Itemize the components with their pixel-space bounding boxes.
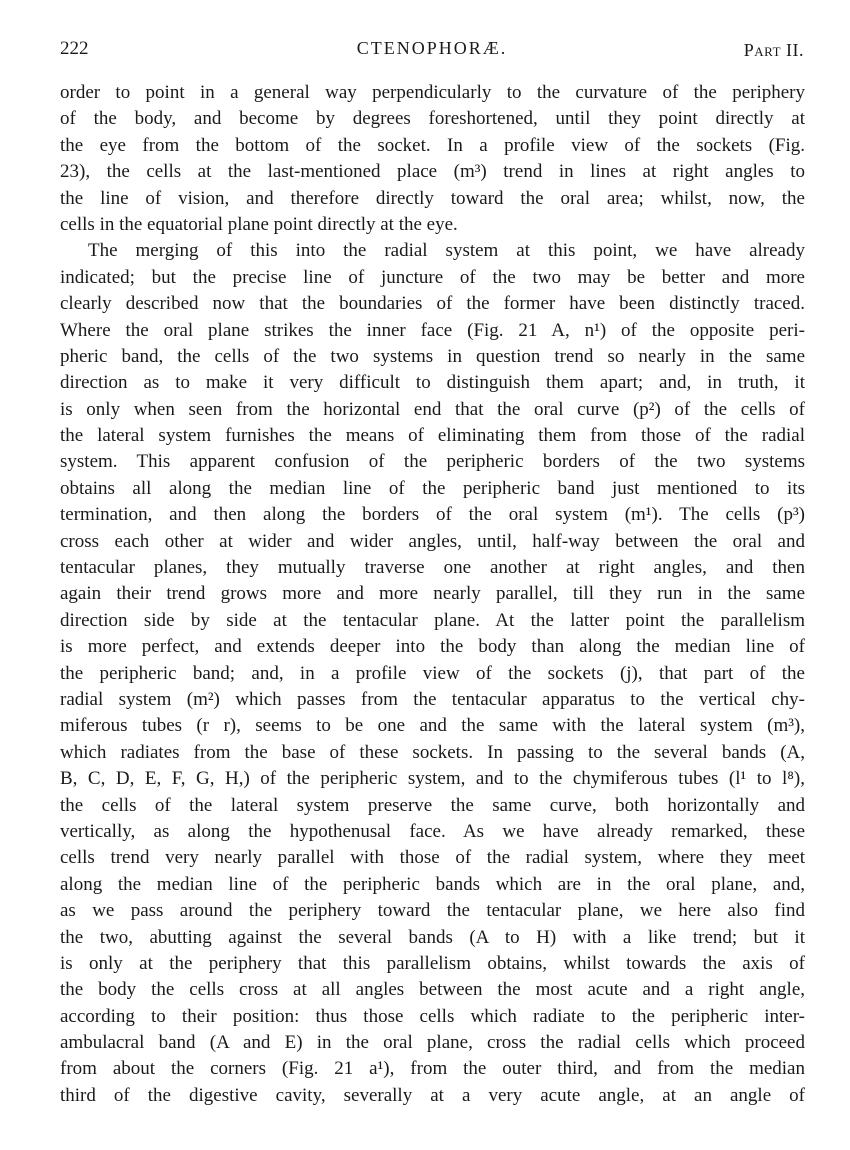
text-line: is only when seen from the horizontal end that the oral curve (p²) of the cells of: [60, 398, 805, 420]
paragraph-start-line: The merging of this into the radial system at this point, we have already: [88, 240, 805, 262]
text-line: the peripheric band; and, in a profile view of the sockets (j), that part of the: [60, 662, 805, 684]
text-line: of the body, and become by degrees foreshortened, until they point directly at: [60, 108, 805, 130]
text-line: along the median line of the peripheric bands which are in the oral plane, and,: [60, 873, 805, 895]
page-number: 222: [60, 38, 89, 59]
text-line: cells trend very nearly parallel with those of the radial system, where they meet: [60, 847, 805, 869]
text-line: obtains all along the median line of the peripheric band just mentioned to its: [60, 477, 805, 499]
text-line: cells in the equatorial plane point directly at the eye.: [60, 213, 458, 235]
text-line: tentacular planes, they mutually traverse one another at right angles, and then: [60, 557, 805, 579]
text-line: vertically, as along the hypothenusal face. As we have already remarked, these: [60, 820, 805, 842]
text-line: which radiates from the base of these sockets. In passing to the several bands (A,: [60, 741, 805, 763]
text-line: from about the corners (Fig. 21 a¹), from the outer third, and from the median: [60, 1058, 805, 1080]
text-line: the two, abutting against the several bands (A to H) with a like trend; but it: [60, 926, 805, 948]
text-line: 23), the cells at the last-mentioned place (m³) trend in lines at right angles to: [60, 161, 805, 183]
text-line: order to point in a general way perpendicularly to the curvature of the periphery: [60, 82, 805, 103]
text-line: cross each other at wider and wider angles, until, half-way between the oral and: [60, 530, 805, 552]
text-line: again their trend grows more and more nearly parallel, till they run in the same: [60, 583, 805, 605]
body-text: [60, 80, 805, 1109]
text-line: third of the digestive cavity, severally at a very acute angle, at an angle of: [60, 1084, 805, 1106]
text-line: miferous tubes (r r), seems to be one and the same with the lateral system (m³),: [60, 715, 805, 737]
text-line: the lateral system furnishes the means of eliminating them from those of the radial: [60, 425, 805, 447]
text-line: the cells of the lateral system preserve the same curve, both horizontally and: [60, 794, 805, 816]
text-line: is only at the periphery that this parallelism obtains, whilst towards the axis of: [60, 952, 805, 974]
text-line: system. This apparent confusion of the peripheric borders of the two systems: [60, 451, 805, 473]
page-header: [60, 38, 804, 62]
text-line: according to their position: thus those cells which radiate to the peripheric inter-: [60, 1005, 805, 1027]
text-line: clearly described now that the boundaries of the former have been distinctly traced.: [60, 293, 805, 315]
text-line: direction as to make it very difficult to distinguish them apart; and, in truth, it: [60, 372, 805, 394]
text-line: indicated; but the precise line of juncture of the two may be better and more: [60, 266, 805, 288]
text-line: Where the oral plane strikes the inner face (Fig. 21 A, n¹) of the opposite peri-: [60, 319, 805, 341]
text-line: the line of vision, and therefore directly toward the oral area; whilst, now, the: [60, 187, 805, 209]
running-title: CTENOPHORÆ.: [356, 38, 508, 58]
text-line: ambulacral band (A and E) in the oral plane, cross the radial cells which proceed: [60, 1032, 805, 1054]
text-line: B, C, D, E, F, G, H,) of the peripheric system, and to the chymiferous tubes (l¹ to l⁸),: [60, 768, 805, 790]
text-line: pheric band, the cells of the two systems in question trend so nearly in the same: [60, 345, 805, 367]
text-line: direction side by side at the tentacular plane. At the latter point the parallelism: [60, 609, 805, 631]
text-line: the body the cells cross at all angles between the most acute and a right angle,: [60, 979, 805, 1001]
text-line: the eye from the bottom of the socket. In a profile view of the sockets (Fig.: [60, 134, 805, 156]
part-label: Part II.: [743, 40, 804, 60]
text-line: termination, and then along the borders of the oral system (m¹). The cells (p³): [60, 504, 805, 526]
text-line: is more perfect, and extends deeper into the body than along the median line of: [60, 636, 805, 658]
text-line: as we pass around the periphery toward the tentacular plane, we here also find: [60, 900, 805, 922]
text-line: radial system (m²) which passes from the tentacular apparatus to the vertical chy-: [60, 688, 805, 710]
